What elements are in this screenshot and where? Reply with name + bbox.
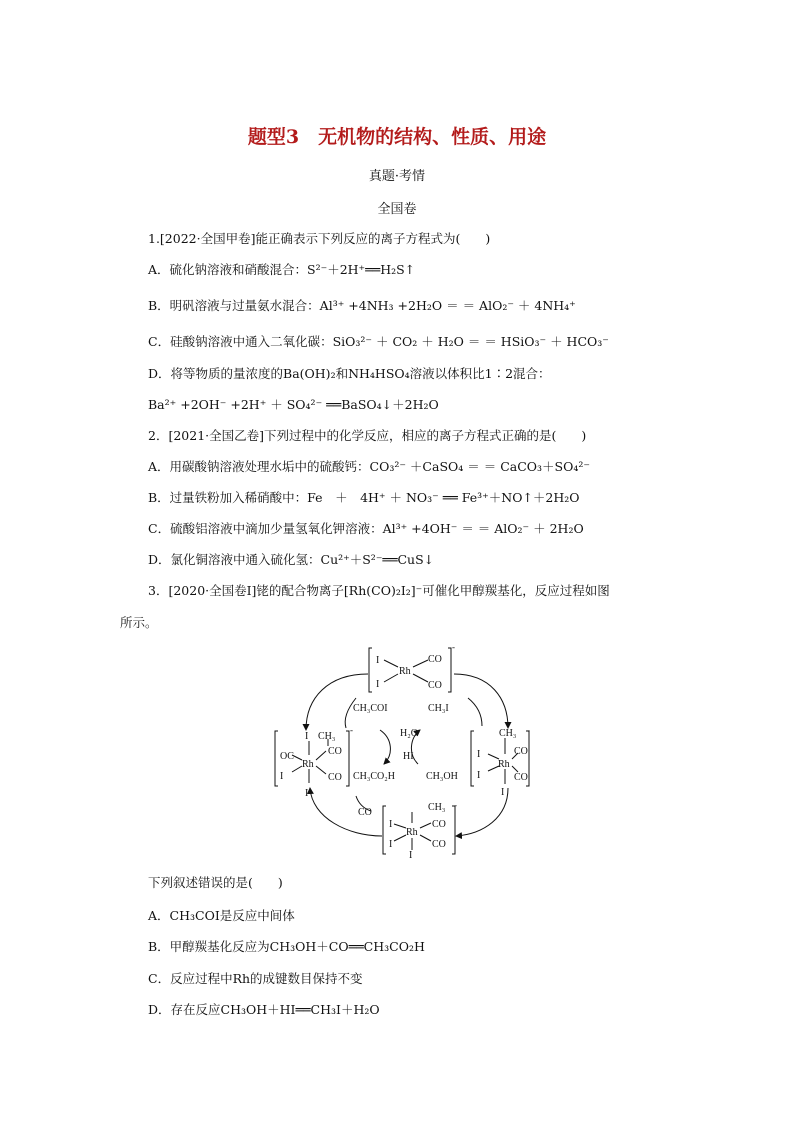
q1-option-b: B．明矾溶液与过量氨水混合：Al³⁺ +4NH₃ +2H₂O ＝ ＝ AlO₂⁻ ＋ 4NH₄⁺ (148, 298, 576, 313)
right-ligand-i2: I (477, 770, 481, 781)
top-charge: - (452, 642, 455, 652)
section-heading: 真题·考情 (368, 169, 426, 184)
bottom-ligand-i1: I (389, 819, 393, 830)
q1-option-a: A．硫化钠溶液和硝酸混合：S²⁻＋2H⁺══H₂S↑ (148, 262, 416, 277)
right-charge: - (527, 725, 530, 735)
top-ligand-co1: CO (428, 654, 442, 665)
bottom-metal-rh: Rh (406, 827, 418, 838)
left-ligand-co1: CO (328, 746, 342, 757)
bottom-complex-bracket-left (383, 806, 386, 854)
bottom-charge: - (454, 800, 457, 810)
q3-option-d: D．存在反应CH₃OH＋HI══CH₃I＋H₂O (148, 1002, 380, 1017)
q3-stem-cont: 所示。 (120, 615, 158, 630)
bottom-ligand-ch3: CH₃ (428, 802, 446, 813)
left-ligand-i2: I (280, 771, 284, 782)
q3-option-b: B．甲醇羰基化反应为CH₃OH＋CO══CH₃CO₂H (148, 939, 425, 954)
left-ligand-ch3: CH₃ (318, 731, 336, 742)
top-complex-bracket-right (448, 648, 451, 692)
left-ligand-co2: CO (328, 772, 342, 783)
top-ligand-i2: I (376, 679, 380, 690)
right-ligand-i3: I (501, 787, 505, 798)
left-metal-rh: Rh (302, 759, 314, 770)
q1-stem: 1.[2022·全国甲卷]能正确表示下列反应的离子方程式为( ) (148, 231, 491, 246)
right-ligand-co1: CO (514, 746, 528, 757)
bottom-ligand-co1: CO (432, 819, 446, 830)
left-charge: - (350, 725, 353, 735)
right-metal-rh: Rh (498, 759, 510, 770)
q2-option-a: A．用碳酸钠溶液处理水垢中的硫酸钙：CO₃²⁻ ＋CaSO₄ ＝ ＝ CaCO₃＋SO₄²⁻ (148, 459, 590, 474)
right-complex-bracket-left (471, 731, 474, 786)
bottom-ligand-co2: CO (432, 839, 446, 850)
top-ligand-i1: I (376, 655, 380, 666)
species-hi: HI (403, 751, 414, 762)
left-ligand-i3: I (305, 788, 309, 799)
species-ch3oh: CH₃OH (426, 771, 458, 782)
species-ch3i: CH₃I (428, 703, 449, 714)
left-complex-bracket-left (275, 731, 278, 786)
bottom-ligand-i3: I (409, 850, 413, 860)
bottom-ligand-i2: I (389, 839, 393, 850)
species-ch3coi: CH₃COI (353, 703, 388, 714)
q2-option-c: C．硫酸铝溶液中滴加少量氢氧化钾溶液：Al³⁺ +4OH⁻ ＝ ＝ AlO₂⁻ ＋ 2H₂O (148, 521, 584, 536)
top-ligand-co2: CO (428, 680, 442, 691)
top-complex-bracket-left (369, 648, 372, 692)
q3-option-c: C．反应过程中Rh的成键数目保持不变 (148, 971, 363, 986)
q2-option-b: B．过量铁粉加入稀硝酸中：Fe ＋ 4H⁺ ＋ NO₃⁻ ══ Fe³⁺＋NO↑＋2H₂O (148, 490, 580, 505)
q1-option-d: D．将等物质的量浓度的Ba(OH)₂和NH₄HSO₄溶液以体积比1∶2混合： (148, 366, 551, 381)
bottom-free-co: CO (358, 807, 372, 818)
right-ligand-co2: CO (514, 772, 528, 783)
species-ch3co2h: CH₃CO₂H (353, 771, 395, 782)
q1-option-d-equation: Ba²⁺ +2OH⁻ +2H⁺ ＋ SO₄²⁻ ══BaSO₄↓＋2H₂O (148, 397, 439, 412)
q3-option-a: A．CH₃COI是反应中间体 (148, 908, 295, 923)
q3-stem: 3．[2020·全国卷Ⅰ]铑的配合物离子[Rh(CO)₂I₂]⁻可催化甲醇羰基化，反应过程如图 (148, 583, 610, 598)
subsection-heading: 全国卷 (377, 202, 417, 217)
q2-stem: 2．[2021·全国乙卷]下列过程中的化学反应，相应的离子方程式正确的是( ) (148, 428, 587, 443)
right-ligand-i1: I (477, 749, 481, 760)
q3-ask: 下列叙述错误的是( ) (148, 875, 283, 890)
top-metal-rh: Rh (399, 666, 411, 677)
q1-option-c: C．硅酸钠溶液中通入二氧化碳：SiO₃²⁻ ＋ CO₂ ＋ H₂O ＝ ＝ HSiO₃⁻ ＋ HCO₃⁻ (148, 334, 609, 349)
left-ligand-oc: OC (280, 751, 294, 762)
left-ligand-i1: I (305, 731, 309, 742)
page-title: 题型3 无机物的结构、性质、用途 (247, 126, 547, 148)
bottom-complex-bracket-right (452, 806, 455, 854)
catalytic-cycle-diagram (268, 638, 530, 860)
species-h2o: H₂O (400, 728, 418, 739)
q2-option-d: D．氯化铜溶液中通入硫化氢：Cu²⁺＋S²⁻══CuS↓ (148, 552, 435, 567)
right-ligand-ch3: CH₃ (499, 728, 517, 739)
left-complex-bracket-right (346, 731, 349, 786)
